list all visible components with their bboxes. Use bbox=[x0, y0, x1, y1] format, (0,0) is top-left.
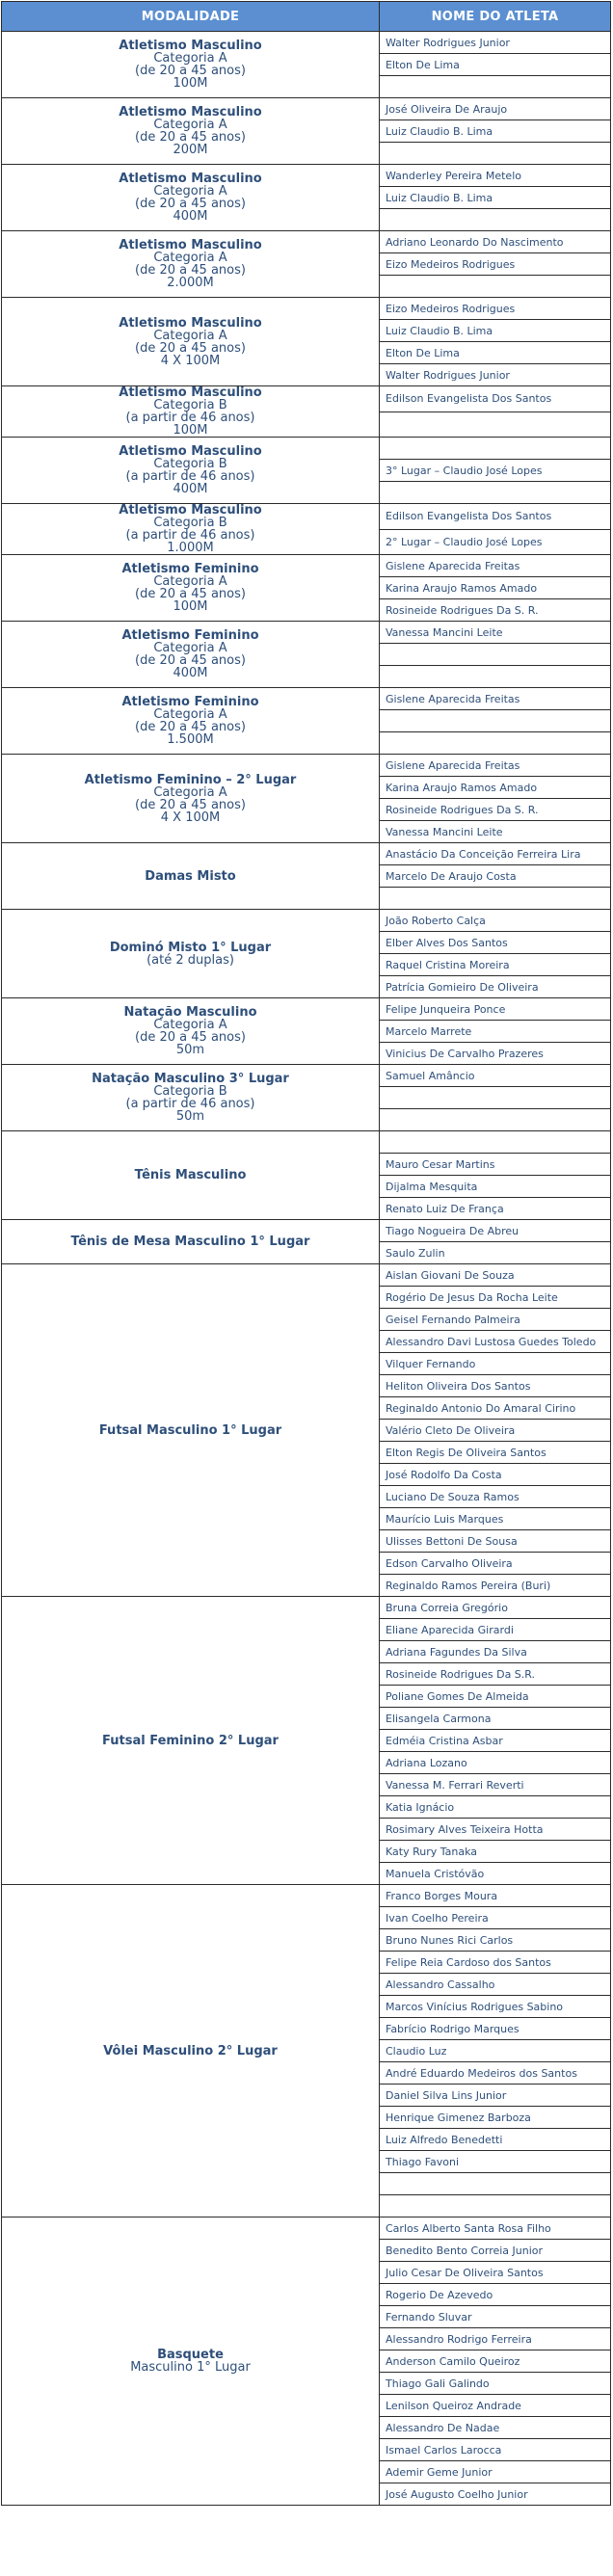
modality-title: Atletismo Masculino bbox=[119, 39, 262, 53]
athlete-name: Ivan Coelho Pereira bbox=[380, 1907, 611, 1929]
athlete-name: Rogerio De Azevedo bbox=[380, 2284, 611, 2306]
event-row bbox=[2, 504, 611, 530]
modality-detail: (de 20 a 45 anos) bbox=[135, 64, 246, 78]
modality-detail: Categoria A bbox=[153, 251, 227, 265]
modality-title: Atletismo Masculino bbox=[119, 238, 262, 252]
athlete-name: Vilquer Fernando bbox=[380, 1353, 611, 1375]
athlete-name: Alessandro Rodrigo Ferreira bbox=[380, 2328, 611, 2350]
modality-title: Futsal Feminino 2° Lugar bbox=[102, 1733, 279, 1748]
modality-cell bbox=[2, 1597, 380, 1885]
athlete-name: Alessandro De Nadae bbox=[380, 2417, 611, 2439]
athlete-name bbox=[380, 644, 611, 666]
modality-cell bbox=[2, 998, 380, 1065]
athlete-name: Julio Cesar De Oliveira Santos bbox=[380, 2262, 611, 2284]
modality-detail: 400M bbox=[173, 666, 208, 680]
athlete-name: Rosineide Rodrigues Da S. R. bbox=[380, 799, 611, 821]
event-row bbox=[2, 755, 611, 777]
athlete-name: Maurício Luis Marques bbox=[380, 1508, 611, 1530]
modality-title: Atletismo Masculino bbox=[119, 172, 262, 186]
header-row bbox=[2, 2, 611, 32]
modality-title: Atletismo Feminino bbox=[121, 628, 259, 643]
modality-cell bbox=[2, 165, 380, 231]
athlete-name: Raquel Cristina Moreira bbox=[380, 954, 611, 976]
athlete-name: Daniel Silva Lins Junior bbox=[380, 2085, 611, 2107]
athlete-name: Edméia Cristina Asbar bbox=[380, 1730, 611, 1752]
athlete-name: Katia Ignácio bbox=[380, 1796, 611, 1819]
event-row bbox=[2, 1065, 611, 1087]
athlete-name: Vanessa Mancini Leite bbox=[380, 622, 611, 644]
athlete-name: Marcelo Marrete bbox=[380, 1021, 611, 1043]
event-row bbox=[2, 910, 611, 932]
athlete-name bbox=[380, 276, 611, 298]
athlete-name: Manuela Cristóvão bbox=[380, 1863, 611, 1885]
athlete-name: José Oliveira De Araujo bbox=[380, 98, 611, 120]
athlete-name: Ismael Carlos Larocca bbox=[380, 2439, 611, 2461]
modality-detail: (a partir de 46 anos) bbox=[125, 469, 255, 484]
athlete-name: Lenilson Queiroz Andrade bbox=[380, 2395, 611, 2417]
modality-title: Atletismo Masculino bbox=[119, 105, 262, 120]
event-row bbox=[2, 1264, 611, 1287]
event-row bbox=[2, 1131, 611, 1154]
athlete-name: Luiz Claudio B. Lima bbox=[380, 187, 611, 209]
athlete-name bbox=[380, 2173, 611, 2195]
modality-cell bbox=[2, 1131, 380, 1220]
results-body bbox=[2, 32, 611, 2506]
modality-cell bbox=[2, 504, 380, 555]
athlete-name: Saulo Zulin bbox=[380, 1242, 611, 1264]
modality-title: Natação Masculino 3° Lugar bbox=[92, 1072, 289, 1086]
athlete-name: Vanessa M. Ferrari Reverti bbox=[380, 1774, 611, 1796]
event-row bbox=[2, 622, 611, 644]
athlete-name: Luiz Claudio B. Lima bbox=[380, 320, 611, 342]
event-row bbox=[2, 843, 611, 865]
modality-cell bbox=[2, 1220, 380, 1264]
athlete-name: Henrique Gimenez Barboza bbox=[380, 2107, 611, 2129]
modality-detail: 1.500M bbox=[167, 732, 214, 747]
athlete-name: Luiz Alfredo Benedetti bbox=[380, 2129, 611, 2151]
athlete-name: Dijalma Mesquita bbox=[380, 1176, 611, 1198]
athlete-name bbox=[380, 1131, 611, 1154]
modality-detail: 50m bbox=[175, 1043, 205, 1057]
athlete-name: Edilson Evangelista Dos Santos bbox=[380, 504, 611, 530]
event-row bbox=[2, 2217, 611, 2240]
athlete-name: Adriano Leonardo Do Nascimento bbox=[380, 231, 611, 253]
athlete-name: Luciano De Souza Ramos bbox=[380, 1486, 611, 1508]
athlete-name: Carlos Alberto Santa Rosa Filho bbox=[380, 2217, 611, 2240]
modality-cell bbox=[2, 98, 380, 165]
modality-detail: (a partir de 46 anos) bbox=[125, 528, 255, 543]
athlete-name: Thiago Favoni bbox=[380, 2151, 611, 2173]
athlete-name: Rosineide Rodrigues Da S.R. bbox=[380, 1663, 611, 1686]
modality-detail: 2.000M bbox=[167, 276, 214, 290]
results-table bbox=[1, 1, 611, 2506]
athlete-name bbox=[380, 732, 611, 755]
athlete-name: Thiago Gali Galindo bbox=[380, 2373, 611, 2395]
modality-title: Atletismo Masculino bbox=[119, 385, 262, 400]
athlete-name: Eizo Medeiros Rodrigues bbox=[380, 298, 611, 320]
event-row bbox=[2, 1597, 611, 1619]
modality-detail: 1.000M bbox=[167, 541, 214, 555]
modality-detail: Masculino 1° Lugar bbox=[130, 2360, 251, 2375]
athlete-name: Claudio Luz bbox=[380, 2040, 611, 2062]
modality-detail: (de 20 a 45 anos) bbox=[135, 340, 246, 356]
modality-detail: (a partir de 46 anos) bbox=[125, 411, 255, 425]
modality-cell bbox=[2, 843, 380, 910]
modality-detail: Categoria A bbox=[153, 328, 227, 343]
modality-detail: (de 20 a 45 anos) bbox=[135, 797, 246, 812]
athlete-name: Fabrício Rodrigo Marques bbox=[380, 2018, 611, 2040]
modality-title: Damas Misto bbox=[145, 868, 236, 884]
athlete-name: Ademir Geme Junior bbox=[380, 2461, 611, 2483]
event-row bbox=[2, 386, 611, 412]
modality-detail: Categoria A bbox=[153, 641, 227, 655]
modality-detail: Categoria B bbox=[153, 398, 227, 412]
athlete-name: Eizo Medeiros Rodrigues bbox=[380, 253, 611, 276]
athlete-name: Katy Rury Tanaka bbox=[380, 1841, 611, 1863]
athlete-name bbox=[380, 2195, 611, 2217]
modality-detail: Categoria A bbox=[153, 184, 227, 199]
modality-detail: (a partir de 46 anos) bbox=[125, 1097, 255, 1111]
athlete-name: Edson Carvalho Oliveira bbox=[380, 1553, 611, 1575]
modality-detail: Categoria A bbox=[153, 574, 227, 589]
athlete-name: Vinicius De Carvalho Prazeres bbox=[380, 1043, 611, 1065]
athlete-name: Elisangela Carmona bbox=[380, 1708, 611, 1730]
athlete-name bbox=[380, 710, 611, 732]
athlete-name: André Eduardo Medeiros dos Santos bbox=[380, 2062, 611, 2085]
modality-cell bbox=[2, 1264, 380, 1597]
modality-detail: 200M bbox=[173, 143, 208, 157]
athlete-name: Tiago Nogueira De Abreu bbox=[380, 1220, 611, 1242]
athlete-name: Luiz Claudio B. Lima bbox=[380, 120, 611, 143]
modality-detail: 100M bbox=[173, 599, 208, 614]
athlete-name bbox=[380, 209, 611, 231]
athlete-name: Rosimary Alves Teixeira Hotta bbox=[380, 1819, 611, 1841]
modality-title: Atletismo Feminino bbox=[121, 695, 259, 709]
athlete-name: Aislan Giovani De Souza bbox=[380, 1264, 611, 1287]
modality-cell bbox=[2, 298, 380, 386]
modality-cell bbox=[2, 555, 380, 622]
athlete-name: Karina Araujo Ramos Amado bbox=[380, 577, 611, 599]
athlete-name: Elton De Lima bbox=[380, 342, 611, 364]
athlete-name: Anderson Camilo Queiroz bbox=[380, 2350, 611, 2373]
event-row bbox=[2, 298, 611, 320]
event-row bbox=[2, 231, 611, 253]
modality-detail: (de 20 a 45 anos) bbox=[135, 130, 246, 145]
athlete-name: Walter Rodrigues Junior bbox=[380, 364, 611, 386]
modality-cell bbox=[2, 438, 380, 504]
event-row bbox=[2, 998, 611, 1021]
modality-title: Atletismo Feminino – 2° Lugar bbox=[84, 772, 297, 787]
modality-detail: (de 20 a 45 anos) bbox=[135, 197, 246, 211]
modality-title: Tênis Masculino bbox=[134, 1168, 247, 1182]
modality-detail: 50m bbox=[175, 1109, 205, 1124]
athlete-name: Benedito Bento Correia Junior bbox=[380, 2240, 611, 2262]
athlete-name: Franco Borges Moura bbox=[380, 1885, 611, 1907]
athlete-name: Poliane Gomes De Almeida bbox=[380, 1686, 611, 1708]
athlete-name: Rogério De Jesus Da Rocha Leite bbox=[380, 1287, 611, 1309]
modality-title: Futsal Masculino 1° Lugar bbox=[98, 1422, 282, 1438]
modality-cell bbox=[2, 386, 380, 438]
athlete-name: José Augusto Coelho Junior bbox=[380, 2483, 611, 2506]
athlete-name bbox=[380, 1109, 611, 1131]
athlete-name: Bruna Correia Gregório bbox=[380, 1597, 611, 1619]
athlete-name bbox=[380, 438, 611, 460]
athlete-name: Valério Cleto De Oliveira bbox=[380, 1420, 611, 1442]
modality-detail: Categoria A bbox=[153, 707, 227, 722]
athlete-name: Reginaldo Ramos Pereira (Buri) bbox=[380, 1575, 611, 1597]
athlete-name: Renato Luiz De França bbox=[380, 1198, 611, 1220]
modality-title: Atletismo Masculino bbox=[119, 503, 262, 518]
athlete-name: Elton Regis De Oliveira Santos bbox=[380, 1442, 611, 1464]
modality-detail: Categoria B bbox=[153, 457, 227, 471]
modality-title: Atletismo Masculino bbox=[119, 315, 262, 331]
event-row bbox=[2, 165, 611, 187]
athlete-name: Geisel Fernando Palmeira bbox=[380, 1309, 611, 1331]
athlete-name: Eliane Aparecida Girardi bbox=[380, 1619, 611, 1641]
modality-cell bbox=[2, 1065, 380, 1131]
event-row bbox=[2, 1220, 611, 1242]
athlete-name: Marcelo De Araujo Costa bbox=[380, 865, 611, 888]
event-row bbox=[2, 555, 611, 577]
athlete-name bbox=[380, 1087, 611, 1109]
modality-detail: (de 20 a 45 anos) bbox=[135, 587, 246, 601]
modality-title: Vôlei Masculino 2° Lugar bbox=[103, 2043, 278, 2058]
athlete-name bbox=[380, 482, 611, 504]
modality-title: Dominó Misto 1° Lugar bbox=[109, 940, 272, 955]
modality-detail: Categoria B bbox=[153, 1084, 227, 1099]
event-row bbox=[2, 438, 611, 460]
athlete-name: Alessandro Cassalho bbox=[380, 1974, 611, 1996]
athlete-name: Elber Alves Dos Santos bbox=[380, 932, 611, 954]
athlete-name: Anastácio Da Conceição Ferreira Lira bbox=[380, 843, 611, 865]
athlete-name: Vanessa Mancini Leite bbox=[380, 821, 611, 843]
modality-cell bbox=[2, 32, 380, 98]
athlete-name: Walter Rodrigues Junior bbox=[380, 32, 611, 54]
athlete-name bbox=[380, 76, 611, 98]
modality-detail: Categoria A bbox=[153, 1018, 227, 1032]
athlete-name: José Rodolfo Da Costa bbox=[380, 1464, 611, 1486]
modality-title: Atletismo Feminino bbox=[121, 562, 259, 576]
athlete-name: Edilson Evangelista Dos Santos bbox=[380, 386, 611, 412]
athlete-name: 3° Lugar – Claudio José Lopes bbox=[380, 460, 611, 482]
modality-title: Tênis de Mesa Masculino 1° Lugar bbox=[70, 1235, 310, 1249]
athlete-name: Fernando Sluvar bbox=[380, 2306, 611, 2328]
athlete-name bbox=[380, 143, 611, 165]
modality-detail: 400M bbox=[173, 482, 208, 496]
event-row bbox=[2, 32, 611, 54]
athlete-name: Wanderley Pereira Metelo bbox=[380, 165, 611, 187]
modality-detail: (de 20 a 45 anos) bbox=[135, 1030, 246, 1045]
modality-detail: Categoria A bbox=[153, 51, 227, 66]
modality-detail: (até 2 duplas) bbox=[147, 952, 234, 968]
header-athlete-name: NOME DO ATLETA bbox=[380, 2, 611, 32]
modality-title: Natação Masculino bbox=[123, 1005, 257, 1020]
athlete-name: João Roberto Calça bbox=[380, 910, 611, 932]
modality-detail: (de 20 a 45 anos) bbox=[135, 263, 246, 278]
athlete-name: Bruno Nunes Rici Carlos bbox=[380, 1929, 611, 1952]
modality-title: Atletismo Masculino bbox=[119, 444, 262, 459]
athlete-name: Adriana Fagundes Da Silva bbox=[380, 1641, 611, 1663]
modality-detail: Categoria A bbox=[153, 784, 227, 800]
athlete-name bbox=[380, 888, 611, 910]
athlete-name: Felipe Reia Cardoso dos Santos bbox=[380, 1952, 611, 1974]
athlete-name: Gislene Aparecida Freitas bbox=[380, 688, 611, 710]
athlete-name: Karina Araujo Ramos Amado bbox=[380, 777, 611, 799]
athlete-name: Felipe Junqueira Ponce bbox=[380, 998, 611, 1021]
modality-cell bbox=[2, 1885, 380, 2217]
header-modality: MODALIDADE bbox=[2, 2, 380, 32]
athlete-name: 2° Lugar – Claudio José Lopes bbox=[380, 529, 611, 555]
modality-title: Basquete bbox=[157, 2348, 224, 2362]
modality-cell bbox=[2, 688, 380, 755]
athlete-name: Rosineide Rodrigues Da S. R. bbox=[380, 599, 611, 622]
event-row bbox=[2, 1885, 611, 1907]
athlete-name bbox=[380, 666, 611, 688]
modality-detail: 100M bbox=[173, 423, 208, 438]
athlete-name: Ulisses Bettoni De Sousa bbox=[380, 1530, 611, 1553]
modality-cell bbox=[2, 755, 380, 843]
athlete-name: Reginaldo Antonio Do Amaral Cirino bbox=[380, 1397, 611, 1420]
modality-cell bbox=[2, 910, 380, 998]
athlete-name: Patrícia Gomieiro De Oliveira bbox=[380, 976, 611, 998]
athlete-name bbox=[380, 412, 611, 438]
modality-detail: 400M bbox=[173, 209, 208, 224]
athlete-name: Elton De Lima bbox=[380, 54, 611, 76]
event-row bbox=[2, 688, 611, 710]
athlete-name: Mauro Cesar Martins bbox=[380, 1154, 611, 1176]
modality-detail: 4 X 100M bbox=[160, 353, 221, 368]
modality-cell bbox=[2, 2217, 380, 2506]
athlete-name: Samuel Amâncio bbox=[380, 1065, 611, 1087]
athlete-name: Gislene Aparecida Freitas bbox=[380, 755, 611, 777]
modality-detail: Categoria B bbox=[153, 516, 227, 530]
athlete-name: Heliton Oliveira Dos Santos bbox=[380, 1375, 611, 1397]
modality-cell bbox=[2, 622, 380, 688]
modality-detail: (de 20 a 45 anos) bbox=[135, 653, 246, 668]
modality-detail: 4 X 100M bbox=[160, 810, 221, 825]
athlete-name: Adriana Lozano bbox=[380, 1752, 611, 1774]
event-row bbox=[2, 98, 611, 120]
athlete-name: Alessandro Davi Lustosa Guedes Toledo bbox=[380, 1331, 611, 1353]
modality-detail: (de 20 a 45 anos) bbox=[135, 720, 246, 734]
athlete-name: Gislene Aparecida Freitas bbox=[380, 555, 611, 577]
modality-cell bbox=[2, 231, 380, 298]
modality-detail: 100M bbox=[173, 76, 208, 91]
modality-detail: Categoria A bbox=[153, 118, 227, 132]
athlete-name: Marcos Vinícius Rodrigues Sabino bbox=[380, 1996, 611, 2018]
